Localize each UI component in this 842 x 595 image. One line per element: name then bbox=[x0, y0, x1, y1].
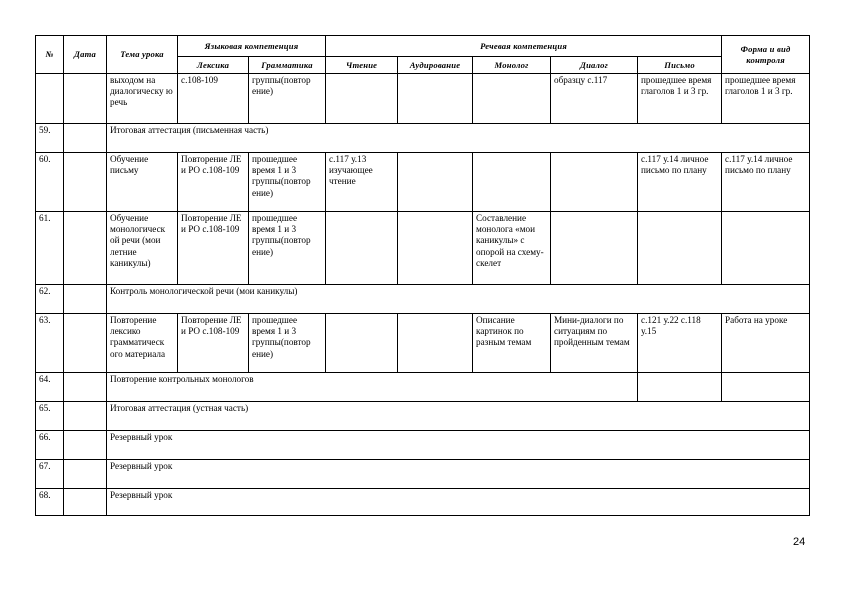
table-row bbox=[36, 285, 810, 314]
cell-listening bbox=[398, 153, 473, 212]
cell-form bbox=[722, 373, 810, 402]
cell-no: 61. bbox=[36, 212, 64, 285]
header-monologue: Монолог bbox=[473, 57, 551, 74]
cell-monologue bbox=[473, 74, 551, 124]
cell-monologue: Описание картинок по разным темам bbox=[473, 314, 551, 373]
cell-reading bbox=[326, 314, 398, 373]
cell-writing: с.121 у.22 с.118 у.15 bbox=[638, 314, 722, 373]
cell-date bbox=[64, 285, 107, 314]
header-reading: Чтение bbox=[326, 57, 398, 74]
table-row bbox=[36, 489, 810, 516]
cell-no: 68. bbox=[36, 489, 64, 516]
cell-listening bbox=[398, 212, 473, 285]
cell-date bbox=[64, 489, 107, 516]
cell-topic: Резервный урок bbox=[107, 489, 810, 516]
header-date: Дата bbox=[64, 36, 107, 74]
table-row bbox=[36, 373, 810, 402]
cell-topic: Обучение письму bbox=[107, 153, 178, 212]
header-row-1 bbox=[36, 36, 810, 57]
cell-grammar: прошедшее время 1 и 3 группы(повтор ение) bbox=[249, 314, 326, 373]
cell-writing bbox=[638, 373, 722, 402]
page-number: 24 bbox=[793, 536, 806, 548]
cell-no: 65. bbox=[36, 402, 64, 431]
cell-topic: Резервный урок bbox=[107, 431, 810, 460]
header-form-of-control: Форма и вид контроля bbox=[722, 36, 810, 74]
header-grammar: Грамматика bbox=[249, 57, 326, 74]
cell-form: с.117 у.14 личное письмо по плану bbox=[722, 153, 810, 212]
table-row bbox=[36, 74, 810, 124]
table-row bbox=[36, 460, 810, 489]
header-lexis: Лексика bbox=[178, 57, 249, 74]
cell-date bbox=[64, 124, 107, 153]
header-no: № bbox=[36, 36, 64, 74]
cell-writing: прошедшее время глаголов 1 и 3 гр. bbox=[638, 74, 722, 124]
cell-reading: с.117 у.13 изучающее чтение bbox=[326, 153, 398, 212]
cell-topic: Итоговая аттестация (письменная часть) bbox=[107, 124, 810, 153]
cell-date bbox=[64, 314, 107, 373]
table-row bbox=[36, 153, 810, 212]
table-row bbox=[36, 124, 810, 153]
cell-lexis: Повторение ЛЕ и РО с.108-109 bbox=[178, 153, 249, 212]
cell-no bbox=[36, 74, 64, 124]
cell-date bbox=[64, 153, 107, 212]
cell-dialogue bbox=[551, 153, 638, 212]
cell-form: Работа на уроке bbox=[722, 314, 810, 373]
cell-grammar: группы(повтор ение) bbox=[249, 74, 326, 124]
cell-grammar: прошедшее время 1 и 3 группы(повтор ение) bbox=[249, 153, 326, 212]
cell-topic: Обучение монологическ ой речи (мои летние каникулы) bbox=[107, 212, 178, 285]
cell-writing: с.117 у.14 личное письмо по плану bbox=[638, 153, 722, 212]
cell-no: 63. bbox=[36, 314, 64, 373]
cell-date bbox=[64, 373, 107, 402]
table-row bbox=[36, 212, 810, 285]
cell-monologue bbox=[473, 153, 551, 212]
cell-form bbox=[722, 212, 810, 285]
header-speech-competence: Речевая компетенция bbox=[326, 36, 722, 57]
table-row bbox=[36, 402, 810, 431]
cell-no: 66. bbox=[36, 431, 64, 460]
cell-topic: выходом на диалогическу ю речь bbox=[107, 74, 178, 124]
cell-no: 60. bbox=[36, 153, 64, 212]
cell-writing bbox=[638, 212, 722, 285]
header-dialogue: Диалог bbox=[551, 57, 638, 74]
cell-topic: Повторение лексико грамматическ ого материала bbox=[107, 314, 178, 373]
cell-listening bbox=[398, 74, 473, 124]
header-topic: Тема урока bbox=[107, 36, 178, 74]
cell-grammar: прошедшее время 1 и 3 группы(повтор ение) bbox=[249, 212, 326, 285]
cell-monologue: Составление монолога «мои каникулы» с опорой на схему-скелет bbox=[473, 212, 551, 285]
cell-no: 62. bbox=[36, 285, 64, 314]
cell-date bbox=[64, 212, 107, 285]
header-listening: Аудирование bbox=[398, 57, 473, 74]
cell-listening bbox=[398, 314, 473, 373]
cell-lexis: с.108-109 bbox=[178, 74, 249, 124]
cell-topic: Итоговая аттестация (устная часть) bbox=[107, 402, 810, 431]
cell-topic: Контроль монологической речи (мои каникулы) bbox=[107, 285, 810, 314]
cell-topic: Повторение контрольных монологов bbox=[107, 373, 638, 402]
cell-reading bbox=[326, 74, 398, 124]
cell-no: 59. bbox=[36, 124, 64, 153]
cell-no: 67. bbox=[36, 460, 64, 489]
cell-dialogue bbox=[551, 212, 638, 285]
cell-lexis: Повторение ЛЕ и РО с.108-109 bbox=[178, 314, 249, 373]
cell-date bbox=[64, 431, 107, 460]
header-writing: Письмо bbox=[638, 57, 722, 74]
cell-lexis: Повторение ЛЕ и РО с.108-109 bbox=[178, 212, 249, 285]
header-language-competence: Языковая компетенция bbox=[178, 36, 326, 57]
cell-form: прошедшее время глаголов 1 и 3 гр. bbox=[722, 74, 810, 124]
cell-date bbox=[64, 460, 107, 489]
cell-reading bbox=[326, 212, 398, 285]
table-row bbox=[36, 314, 810, 373]
cell-date bbox=[64, 402, 107, 431]
cell-dialogue: образцу с.117 bbox=[551, 74, 638, 124]
cell-dialogue: Мини-диалоги по ситуациям по пройденным темам bbox=[551, 314, 638, 373]
table-row bbox=[36, 431, 810, 460]
cell-date bbox=[64, 74, 107, 124]
lesson-plan-table bbox=[35, 35, 810, 516]
cell-topic: Резервный урок bbox=[107, 460, 810, 489]
cell-no: 64. bbox=[36, 373, 64, 402]
